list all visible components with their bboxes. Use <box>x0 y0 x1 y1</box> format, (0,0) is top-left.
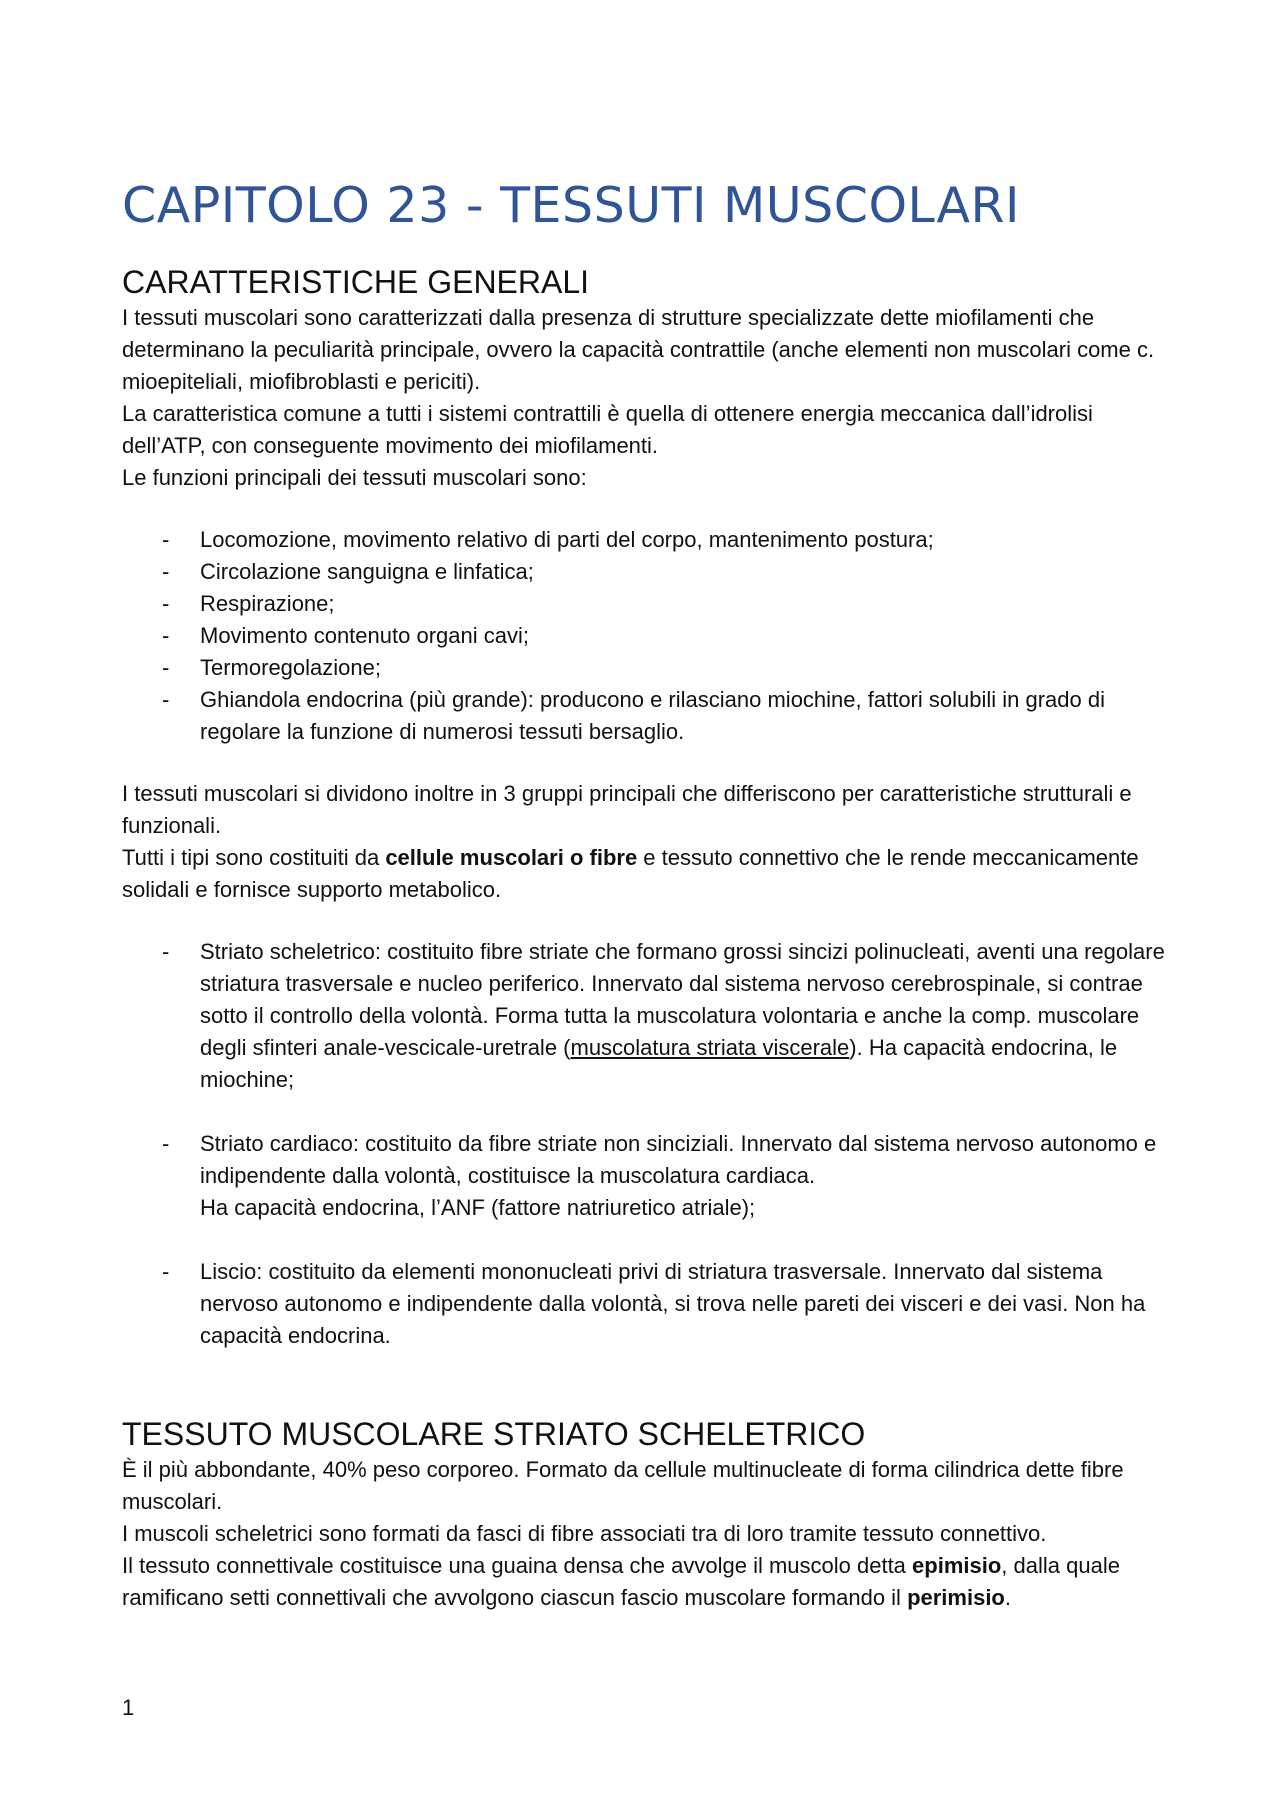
dash-bullet: - <box>162 1259 170 1284</box>
list-item-striated: - Striato scheletrico: costituito fibre striate che formano grossi sincizi polinucleati, aventi una regolare striatura trasversale e nucleo periferico. Innervato dal sistema nervoso cerebrospinale, si contrae sotto il controllo della volontà. Forma tutta la muscolatura volontaria e anche la comp. muscolare degli sfinteri anale-vescicale-uretrale (muscolatura striata viscerale). Ha capacità endocrina, le miochine; <box>122 936 1182 1096</box>
section-heading-skeletal: TESSUTO MUSCOLARE STRIATO SCHELETRICO <box>122 1416 866 1452</box>
dash-bullet: - <box>162 559 170 584</box>
list-item: - Movimento contenuto organi cavi; <box>122 620 1182 652</box>
bold-term: cellule muscolari o fibre <box>385 845 638 870</box>
dash-bullet: - <box>162 939 170 964</box>
dash-bullet: - <box>162 1131 170 1156</box>
paragraph: Il tessuto connettivale costituisce una guaina densa che avvolge il muscolo detta epimisio, dalla quale ramificano setti connettivali che avvolgono ciascun fascio muscolare formando il perimisio. <box>122 1553 1120 1610</box>
dash-bullet: - <box>162 655 170 680</box>
paragraph: È il più abbondante, 40% peso corporeo. Formato da cellule multinucleate di forma cilindrica dette fibre muscolari. <box>122 1457 1124 1514</box>
list-item: - Respirazione; <box>122 588 1182 620</box>
paragraph: I muscoli scheletrici sono formati da fasci di fibre associati tra di loro tramite tessuto connettivo. <box>122 1521 1047 1546</box>
page-content <box>122 170 1182 1614</box>
paragraph: I tessuti muscolari sono caratterizzati dalla presenza di strutture specializzate dette miofilamenti che determinano la peculiarità principale, ovvero la capacità contrattile (anche elementi non muscolari come c. mioepiteliali, miofibroblasti e periciti). <box>122 305 1155 394</box>
dash-bullet: - <box>162 527 170 552</box>
dash-bullet: - <box>162 687 170 712</box>
paragraph: La caratteristica comune a tutti i sistemi contrattili è quella di ottenere energia meccanica dall’idrolisi dell’ATP, con conseguente movimento dei miofilamenti. <box>122 401 1093 458</box>
bold-term: epimisio <box>912 1553 1002 1578</box>
list-item-cardiac: - Striato cardiaco: costituito da fibre striate non sinciziali. Innervato dal sistema nervoso autonomo e indipendente dalla volontà, costituisce la muscolatura cardiaca. Ha capacità endocrina, l’ANF (fattore natriuretico atriale); <box>122 1128 1182 1224</box>
list-item: - Locomozione, movimento relativo di parti del corpo, mantenimento postura; <box>122 524 1182 556</box>
list-item: - Ghiandola endocrina (più grande): producono e rilasciano miochine, fattori solubili in grado di regolare la funzione di numerosi tessuti bersaglio. <box>122 684 1182 748</box>
section-heading-general: CARATTERISTICHE GENERALI <box>122 264 590 300</box>
list-item-smooth: - Liscio: costituito da elementi mononucleati privi di striatura trasversale. Innervato dal sistema nervoso autonomo e indipendente dalla volontà, si trova nelle pareti dei visceri e dei vasi. Non ha capacità endocrina. <box>122 1256 1182 1352</box>
paragraph: I tessuti muscolari si dividono inoltre in 3 gruppi principali che differiscono per caratteristiche strutturali e funzionali. <box>122 781 1132 838</box>
bold-term: perimisio <box>907 1585 1005 1610</box>
dash-bullet: - <box>162 623 170 648</box>
chapter-title: CAPITOLO 23 - TESSUTI MUSCOLARI <box>122 177 1021 234</box>
page-number: 1 <box>122 1695 135 1720</box>
paragraph: Tutti i tipi sono costituiti da cellule muscolari o fibre e tessuto connettivo che le rende meccanicamente solidali e fornisce supporto metabolico. <box>122 845 1139 902</box>
paragraph: Le funzioni principali dei tessuti muscolari sono: <box>122 465 587 490</box>
list-item: - Termoregolazione; <box>122 652 1182 684</box>
underlined-term: muscolatura striata viscerale <box>570 1035 850 1060</box>
list-item: - Circolazione sanguigna e linfatica; <box>122 556 1182 588</box>
functions-list <box>122 524 1182 748</box>
dash-bullet: - <box>162 591 170 616</box>
muscle-types-list <box>122 936 1182 1352</box>
